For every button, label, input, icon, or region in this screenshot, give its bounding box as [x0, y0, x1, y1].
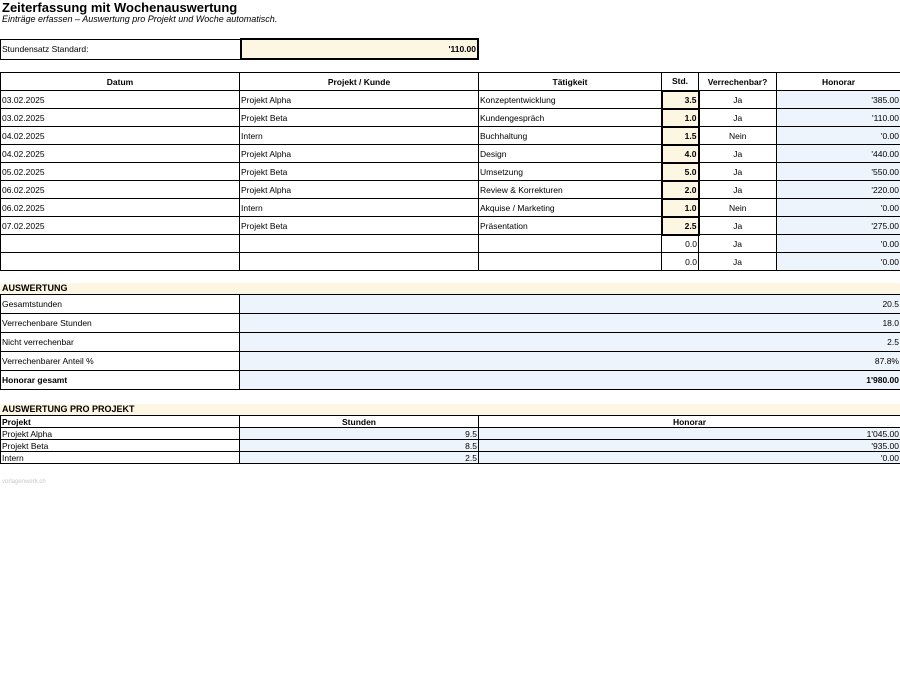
entry-date-cell[interactable]	[1, 253, 240, 271]
entry-date-cell[interactable]: 05.02.2025	[1, 163, 240, 181]
entry-hours-cell[interactable]: 2.0	[662, 181, 699, 199]
table-row	[1, 145, 900, 163]
entry-date-cell[interactable]: 06.02.2025	[1, 199, 240, 217]
entry-activity-cell[interactable]: Review & Korrekturen	[479, 181, 662, 199]
entry-fee-cell: '0.00	[777, 199, 900, 217]
entry-activity-cell[interactable]: Konzeptentwicklung	[479, 91, 662, 109]
entry-activity-cell[interactable]	[479, 253, 662, 271]
entry-billable-cell[interactable]: Ja	[699, 253, 777, 271]
footer-credit: vorlagenwerk.ch	[2, 479, 46, 485]
table-row	[1, 253, 900, 271]
table-row	[1, 217, 900, 235]
entry-project-cell[interactable]: Projekt Beta	[240, 109, 479, 127]
col-header-project-name: Projekt	[1, 416, 240, 428]
entry-activity-cell[interactable]: Design	[479, 145, 662, 163]
time-entries-table	[0, 72, 900, 271]
entry-project-cell[interactable]: Projekt Alpha	[240, 145, 479, 163]
summary-row	[1, 333, 900, 352]
col-header-billable: Verrechenbar?	[699, 73, 777, 91]
entry-hours-cell[interactable]: 5.0	[662, 163, 699, 181]
entry-activity-cell[interactable]	[479, 235, 662, 253]
entry-project-cell[interactable]: Projekt Alpha	[240, 181, 479, 199]
summary-label: Gesamtstunden	[1, 295, 240, 314]
col-header-date: Datum	[1, 73, 240, 91]
entry-project-cell[interactable]: Projekt Alpha	[240, 91, 479, 109]
col-header-project: Projekt / Kunde	[240, 73, 479, 91]
entry-activity-cell[interactable]: Buchhaltung	[479, 127, 662, 145]
entry-hours-cell[interactable]: 4.0	[662, 145, 699, 163]
table-row	[1, 199, 900, 217]
entry-date-cell[interactable]: 04.02.2025	[1, 127, 240, 145]
summary-row	[1, 352, 900, 371]
entry-project-cell[interactable]	[240, 253, 479, 271]
col-header-activity: Tätigkeit	[479, 73, 662, 91]
project-row	[1, 440, 900, 452]
entry-hours-cell[interactable]: 2.5	[662, 217, 699, 235]
entry-activity-cell[interactable]: Akquise / Marketing	[479, 199, 662, 217]
project-fee: '0.00	[479, 452, 900, 464]
summary-value: 20.5	[240, 295, 900, 314]
project-hours: 2.5	[240, 452, 479, 464]
entry-billable-cell[interactable]: Ja	[699, 181, 777, 199]
entry-fee-cell: '0.00	[777, 127, 900, 145]
summary-heading: AUSWERTUNG	[0, 283, 900, 294]
entry-date-cell[interactable]: 07.02.2025	[1, 217, 240, 235]
project-name: Projekt Beta	[1, 440, 240, 452]
summary-label: Nicht verrechenbar	[1, 333, 240, 352]
col-header-project-fee: Honorar	[479, 416, 900, 428]
entry-fee-cell: '550.00	[777, 163, 900, 181]
summary-table	[0, 294, 900, 390]
entry-hours-cell[interactable]: 1.0	[662, 109, 699, 127]
entry-hours-cell[interactable]: 0.0	[662, 253, 699, 271]
entry-fee-cell: '0.00	[777, 235, 900, 253]
entry-billable-cell[interactable]: Ja	[699, 235, 777, 253]
col-header-fee: Honorar	[777, 73, 900, 91]
summary-label: Honorar gesamt	[1, 371, 240, 390]
summary-label: Verrechenbarer Anteil %	[1, 352, 240, 371]
project-fee: 1'045.00	[479, 428, 900, 440]
table-row	[1, 127, 900, 145]
project-name: Intern	[1, 452, 240, 464]
rate-row	[0, 38, 479, 60]
entry-fee-cell: '220.00	[777, 181, 900, 199]
project-summary-table	[0, 415, 900, 464]
entry-fee-cell: '275.00	[777, 217, 900, 235]
summary-value: 1'980.00	[240, 371, 900, 390]
entry-billable-cell[interactable]: Ja	[699, 163, 777, 181]
entry-fee-cell: '0.00	[777, 253, 900, 271]
entry-date-cell[interactable]	[1, 235, 240, 253]
entry-billable-cell[interactable]: Ja	[699, 91, 777, 109]
entry-project-cell[interactable]	[240, 235, 479, 253]
rate-input[interactable]: '110.00	[241, 39, 478, 59]
table-row	[1, 235, 900, 253]
entry-hours-cell[interactable]: 1.5	[662, 127, 699, 145]
rate-label: Stundensatz Standard:	[1, 39, 242, 59]
project-name: Projekt Alpha	[1, 428, 240, 440]
entry-billable-cell[interactable]: Nein	[699, 199, 777, 217]
entry-project-cell[interactable]: Projekt Beta	[240, 163, 479, 181]
entry-project-cell[interactable]: Projekt Beta	[240, 217, 479, 235]
entry-activity-cell[interactable]: Kundengespräch	[479, 109, 662, 127]
col-header-hours: Std.	[662, 73, 699, 91]
project-fee: '935.00	[479, 440, 900, 452]
col-header-project-hours: Stunden	[240, 416, 479, 428]
page-title: Zeiterfassung mit Wochenauswertung	[2, 0, 238, 15]
entry-activity-cell[interactable]: Präsentation	[479, 217, 662, 235]
entry-project-cell[interactable]: Intern	[240, 199, 479, 217]
entry-hours-cell[interactable]: 0.0	[662, 235, 699, 253]
table-row	[1, 91, 900, 109]
entry-project-cell[interactable]: Intern	[240, 127, 479, 145]
entry-fee-cell: '110.00	[777, 109, 900, 127]
entry-date-cell[interactable]: 06.02.2025	[1, 181, 240, 199]
table-row	[1, 181, 900, 199]
project-summary-heading: AUSWERTUNG PRO PROJEKT	[0, 404, 900, 415]
entry-date-cell[interactable]: 03.02.2025	[1, 91, 240, 109]
table-row	[1, 109, 900, 127]
project-hours: 9.5	[240, 428, 479, 440]
summary-row	[1, 314, 900, 333]
entry-fee-cell: '385.00	[777, 91, 900, 109]
entry-date-cell[interactable]: 04.02.2025	[1, 145, 240, 163]
entry-billable-cell[interactable]: Ja	[699, 217, 777, 235]
summary-row	[1, 371, 900, 390]
page-subtitle: Einträge erfassen – Auswertung pro Projekt und Woche automatisch.	[2, 14, 278, 24]
entry-hours-cell[interactable]: 1.0	[662, 199, 699, 217]
entry-fee-cell: '440.00	[777, 145, 900, 163]
summary-value: 87.8%	[240, 352, 900, 371]
entry-billable-cell[interactable]: Ja	[699, 145, 777, 163]
entry-billable-cell[interactable]: Nein	[699, 127, 777, 145]
entry-date-cell[interactable]: 03.02.2025	[1, 109, 240, 127]
summary-row	[1, 295, 900, 314]
project-hours: 8.5	[240, 440, 479, 452]
entry-billable-cell[interactable]: Ja	[699, 109, 777, 127]
entry-activity-cell[interactable]: Umsetzung	[479, 163, 662, 181]
summary-value: 18.0	[240, 314, 900, 333]
project-row	[1, 452, 900, 464]
project-row	[1, 428, 900, 440]
table-row	[1, 163, 900, 181]
entry-hours-cell[interactable]: 3.5	[662, 91, 699, 109]
summary-label: Verrechenbare Stunden	[1, 314, 240, 333]
summary-value: 2.5	[240, 333, 900, 352]
